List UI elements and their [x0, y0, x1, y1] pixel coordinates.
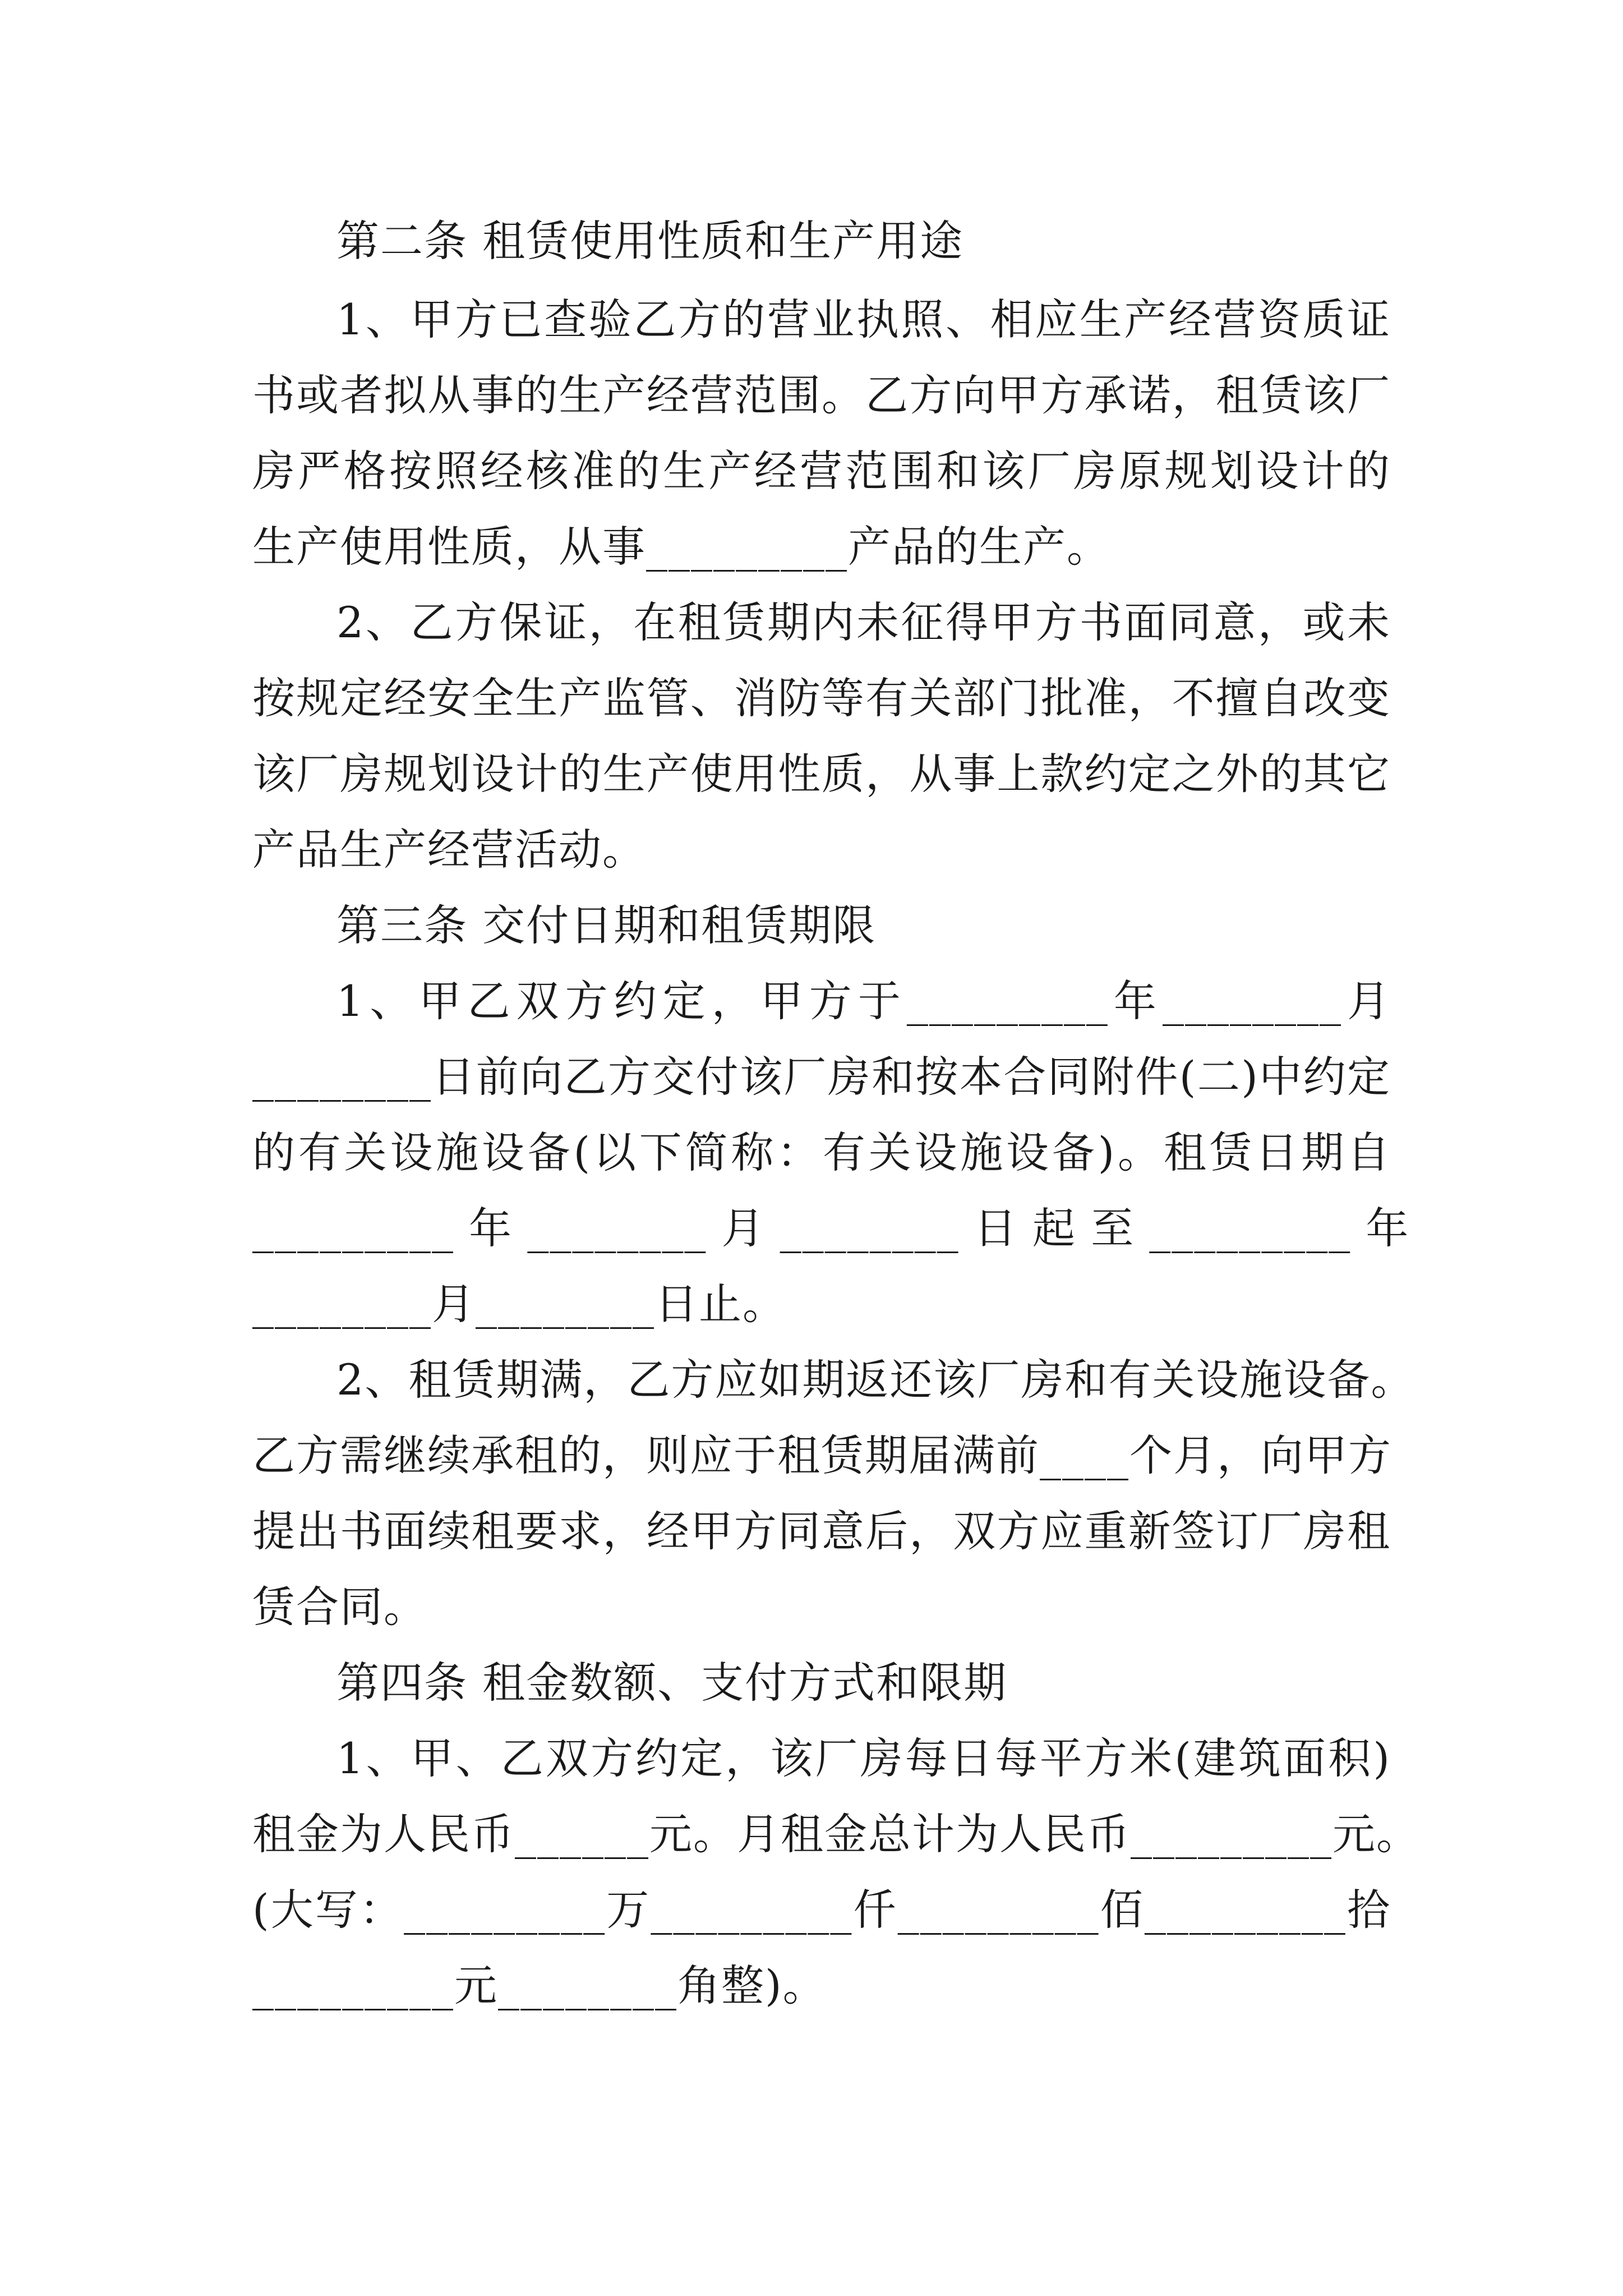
paragraph-line: 的有关设施设备(以下简称：有关设施设备)。租赁日期自 — [252, 1128, 1391, 1177]
paragraph-line: 1、甲、乙双方约定，该厂房每日每平方米(建筑面积) — [336, 1733, 1391, 1783]
article-4-heading: 第四条 租金数额、支付方式和限期 — [336, 1658, 1008, 1708]
paragraph-line: 2、乙方保证，在租赁期内未征得甲方书面同意，或未 — [336, 597, 1391, 647]
paragraph-line: 1、甲乙双方约定，甲方于_________年________月 — [336, 976, 1391, 1026]
paragraph-line: 1、甲方已查验乙方的营业执照、相应生产经营资质证 — [336, 295, 1391, 344]
paragraph-line: 生产使用性质，从事_________产品的生产。 — [252, 522, 1110, 572]
paragraph-line: 2、租赁期满，乙方应如期返还该厂房和有关设施设备。 — [336, 1355, 1415, 1405]
paragraph-line: (大写：_________万_________仟_________佰_________拾 — [252, 1885, 1391, 1935]
paragraph-line: _________ 年 ________ 月 ________ 日 起 至 _________ 年 — [252, 1203, 1410, 1253]
paragraph-line: 赁合同。 — [252, 1582, 427, 1632]
paragraph-line: 产品生产经营活动。 — [252, 825, 646, 875]
paragraph-line: 提出书面续租要求，经甲方同意后，双方应重新签订厂房租 — [252, 1506, 1391, 1556]
paragraph-line: ________日前向乙方交付该厂房和按本合同附件(二)中约定 — [252, 1052, 1391, 1102]
paragraph-line: 乙方需继续承租的，则应于租赁期届满前____个月，向甲方 — [252, 1430, 1392, 1480]
article-2-heading: 第二条 租赁使用性质和生产用途 — [336, 216, 964, 266]
paragraph-line: 租金为人民币______元。月租金总计为人民币_________元。 — [252, 1809, 1420, 1859]
paragraph-line: 该厂房规划设计的生产使用性质，从事上款约定之外的其它 — [252, 749, 1391, 799]
paragraph-line: ________月________日止。 — [252, 1279, 786, 1329]
paragraph-line: 书或者拟从事的生产经营范围。乙方向甲方承诺，租赁该厂 — [252, 370, 1391, 420]
paragraph-line: 按规定经安全生产监管、消防等有关部门批准，不擅自改变 — [252, 673, 1391, 723]
article-3-heading: 第三条 交付日期和租赁期限 — [336, 900, 877, 950]
paragraph-line: 房严格按照经核准的生产经营范围和该厂房原规划设计的 — [252, 446, 1391, 496]
paragraph-line: _________元________角整)。 — [252, 1961, 827, 2010]
